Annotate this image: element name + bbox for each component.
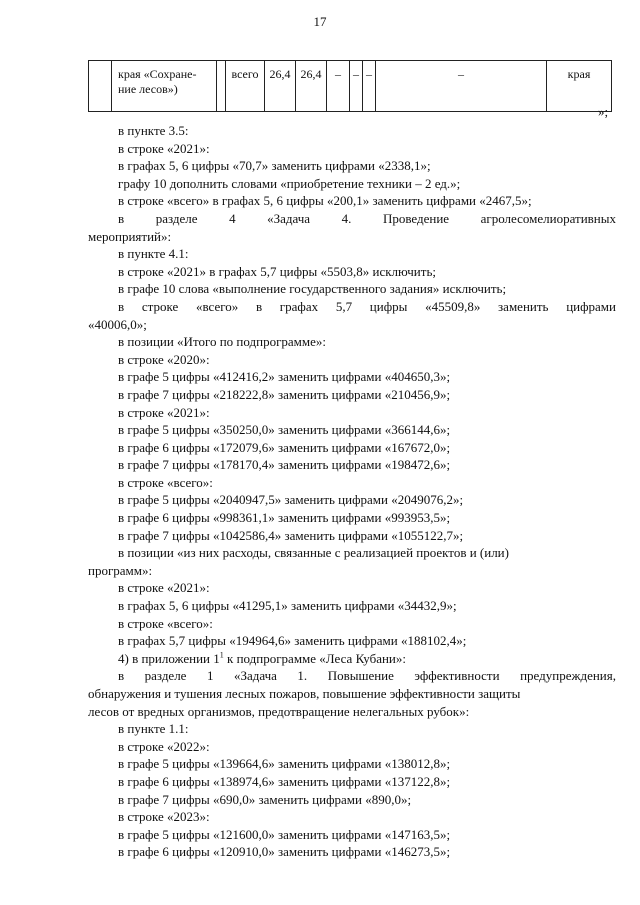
text-line: в строке «2021»: (118, 404, 210, 420)
text-line: обнаружения и тушения лесных пожаров, повышение эффективности защиты (88, 686, 521, 701)
text-line: в строке «всего» в графах 5, 6 цифры «200,1» заменить цифрами «2467,5»; (118, 193, 532, 209)
text-line: в графе 5 цифры «139664,6» заменить цифрами «138012,8»; (118, 756, 451, 772)
document-body (88, 122, 616, 861)
text-line: «40006,0»; (88, 316, 147, 332)
text-line: в строке «всего»: (118, 474, 213, 490)
text-line: в пункте 1.1: (118, 721, 189, 737)
text-line: в строке «2021»: (118, 580, 210, 596)
text-line: в строке «2020»: (118, 351, 210, 367)
text-line: мероприятий»: (88, 228, 172, 244)
text-line: в графе 6 цифры «998361,1» заменить цифрами «993953,5»; (118, 510, 451, 526)
text-line: программ»: (88, 562, 153, 578)
text-line: в графе 5 цифры «2040947,5» заменить цифрами «2049076,2»; (118, 492, 464, 508)
text-line: в строке «2021»: (118, 140, 210, 156)
cell-text: ние лесов») (118, 82, 178, 96)
text-line: в строке «2022»: (118, 738, 210, 754)
text-line: в графе 6 цифры «120910,0» заменить цифрами «146273,5»; (118, 844, 451, 860)
text-line: в пункте 4.1: (118, 246, 189, 262)
table-cell: края (547, 61, 612, 112)
table-cell: – (327, 61, 350, 112)
text-fragment: 4) в приложении 1 (118, 650, 220, 666)
text-line: в графе 7 цифры «218222,8» заменить цифрами «210456,9»; (118, 386, 451, 402)
text-line: в пункте 3.5: (118, 123, 189, 138)
table-cell (89, 61, 112, 112)
text-line: в графе 7 цифры «178170,4» заменить цифрами «198472,6»; (118, 457, 451, 473)
text-line: в позиции «из них расходы, связанные с реализацией проектов и (или) (118, 545, 509, 561)
table-fragment (88, 60, 612, 112)
text-fragment: к подпрограмме «Леса Кубани»: (223, 650, 406, 666)
page-number: 17 (313, 14, 327, 29)
table-cell: 26,4 (296, 61, 327, 112)
text-line: в графе 7 цифры «1042586,4» заменить цифрами «1055122,7»; (118, 527, 464, 543)
text-line: в графах 5,7 цифры «194964,6» заменить цифрами «188102,4»; (118, 633, 467, 649)
table-cell: – (363, 61, 376, 112)
text-line: в графе 10 слова «выполнение государственного задания» исключить; (118, 281, 507, 297)
text-line: в строке «2023»: (118, 809, 210, 825)
superscript: 1 (219, 650, 224, 660)
cell-text: края «Сохране- (118, 67, 197, 81)
text-line: в позиции «Итого по подпрограмме»: (118, 334, 327, 350)
text-line: в строке «всего» в графах 5,7 цифры «45509,8» заменить цифрами (118, 298, 616, 314)
text-line: в графе 5 цифры «350250,0» заменить цифрами «366144,6»; (118, 422, 451, 438)
table-row (89, 61, 612, 112)
text-line (118, 650, 616, 668)
table-cell: – (376, 61, 547, 112)
text-line: в графе 5 цифры «121600,0» заменить цифрами «147163,5»; (118, 826, 451, 842)
table-cell-name (112, 61, 217, 112)
text-line: в разделе 4 «Задача 4. Проведение агролесомелиоративных (118, 210, 616, 226)
text-line: в графе 7 цифры «690,0» заменить цифрами «890,0»; (118, 791, 412, 807)
text-line: в графе 6 цифры «172079,6» заменить цифрами «167672,0»; (118, 439, 451, 455)
text-line: в графах 5, 6 цифры «70,7» заменить цифрами «2338,1»; (118, 158, 431, 174)
text-line: в графе 5 цифры «412416,2» заменить цифрами «404650,3»; (118, 369, 451, 385)
table-closing-quote: »; (598, 104, 609, 119)
text-line: лесов от вредных организмов, предотвращение нелегальных рубок»: (88, 703, 470, 719)
text-line: в разделе 1 «Задача 1. Повышение эффективности предупреждения, (118, 668, 616, 684)
table-cell: – (350, 61, 363, 112)
text-line: в графе 6 цифры «138974,6» заменить цифрами «137122,8»; (118, 773, 451, 789)
table-cell: всего (226, 61, 265, 112)
table-cell: 26,4 (265, 61, 296, 112)
text-line: графу 10 дополнить словами «приобретение техники – 2 ед.»; (118, 175, 461, 191)
text-line: в строке «2021» в графах 5,7 цифры «5503,8» исключить; (118, 263, 436, 279)
text-line: в графах 5, 6 цифры «41295,1» заменить цифрами «34432,9»; (118, 598, 457, 614)
text-line: в строке «всего»: (118, 615, 213, 631)
table-cell (217, 61, 226, 112)
